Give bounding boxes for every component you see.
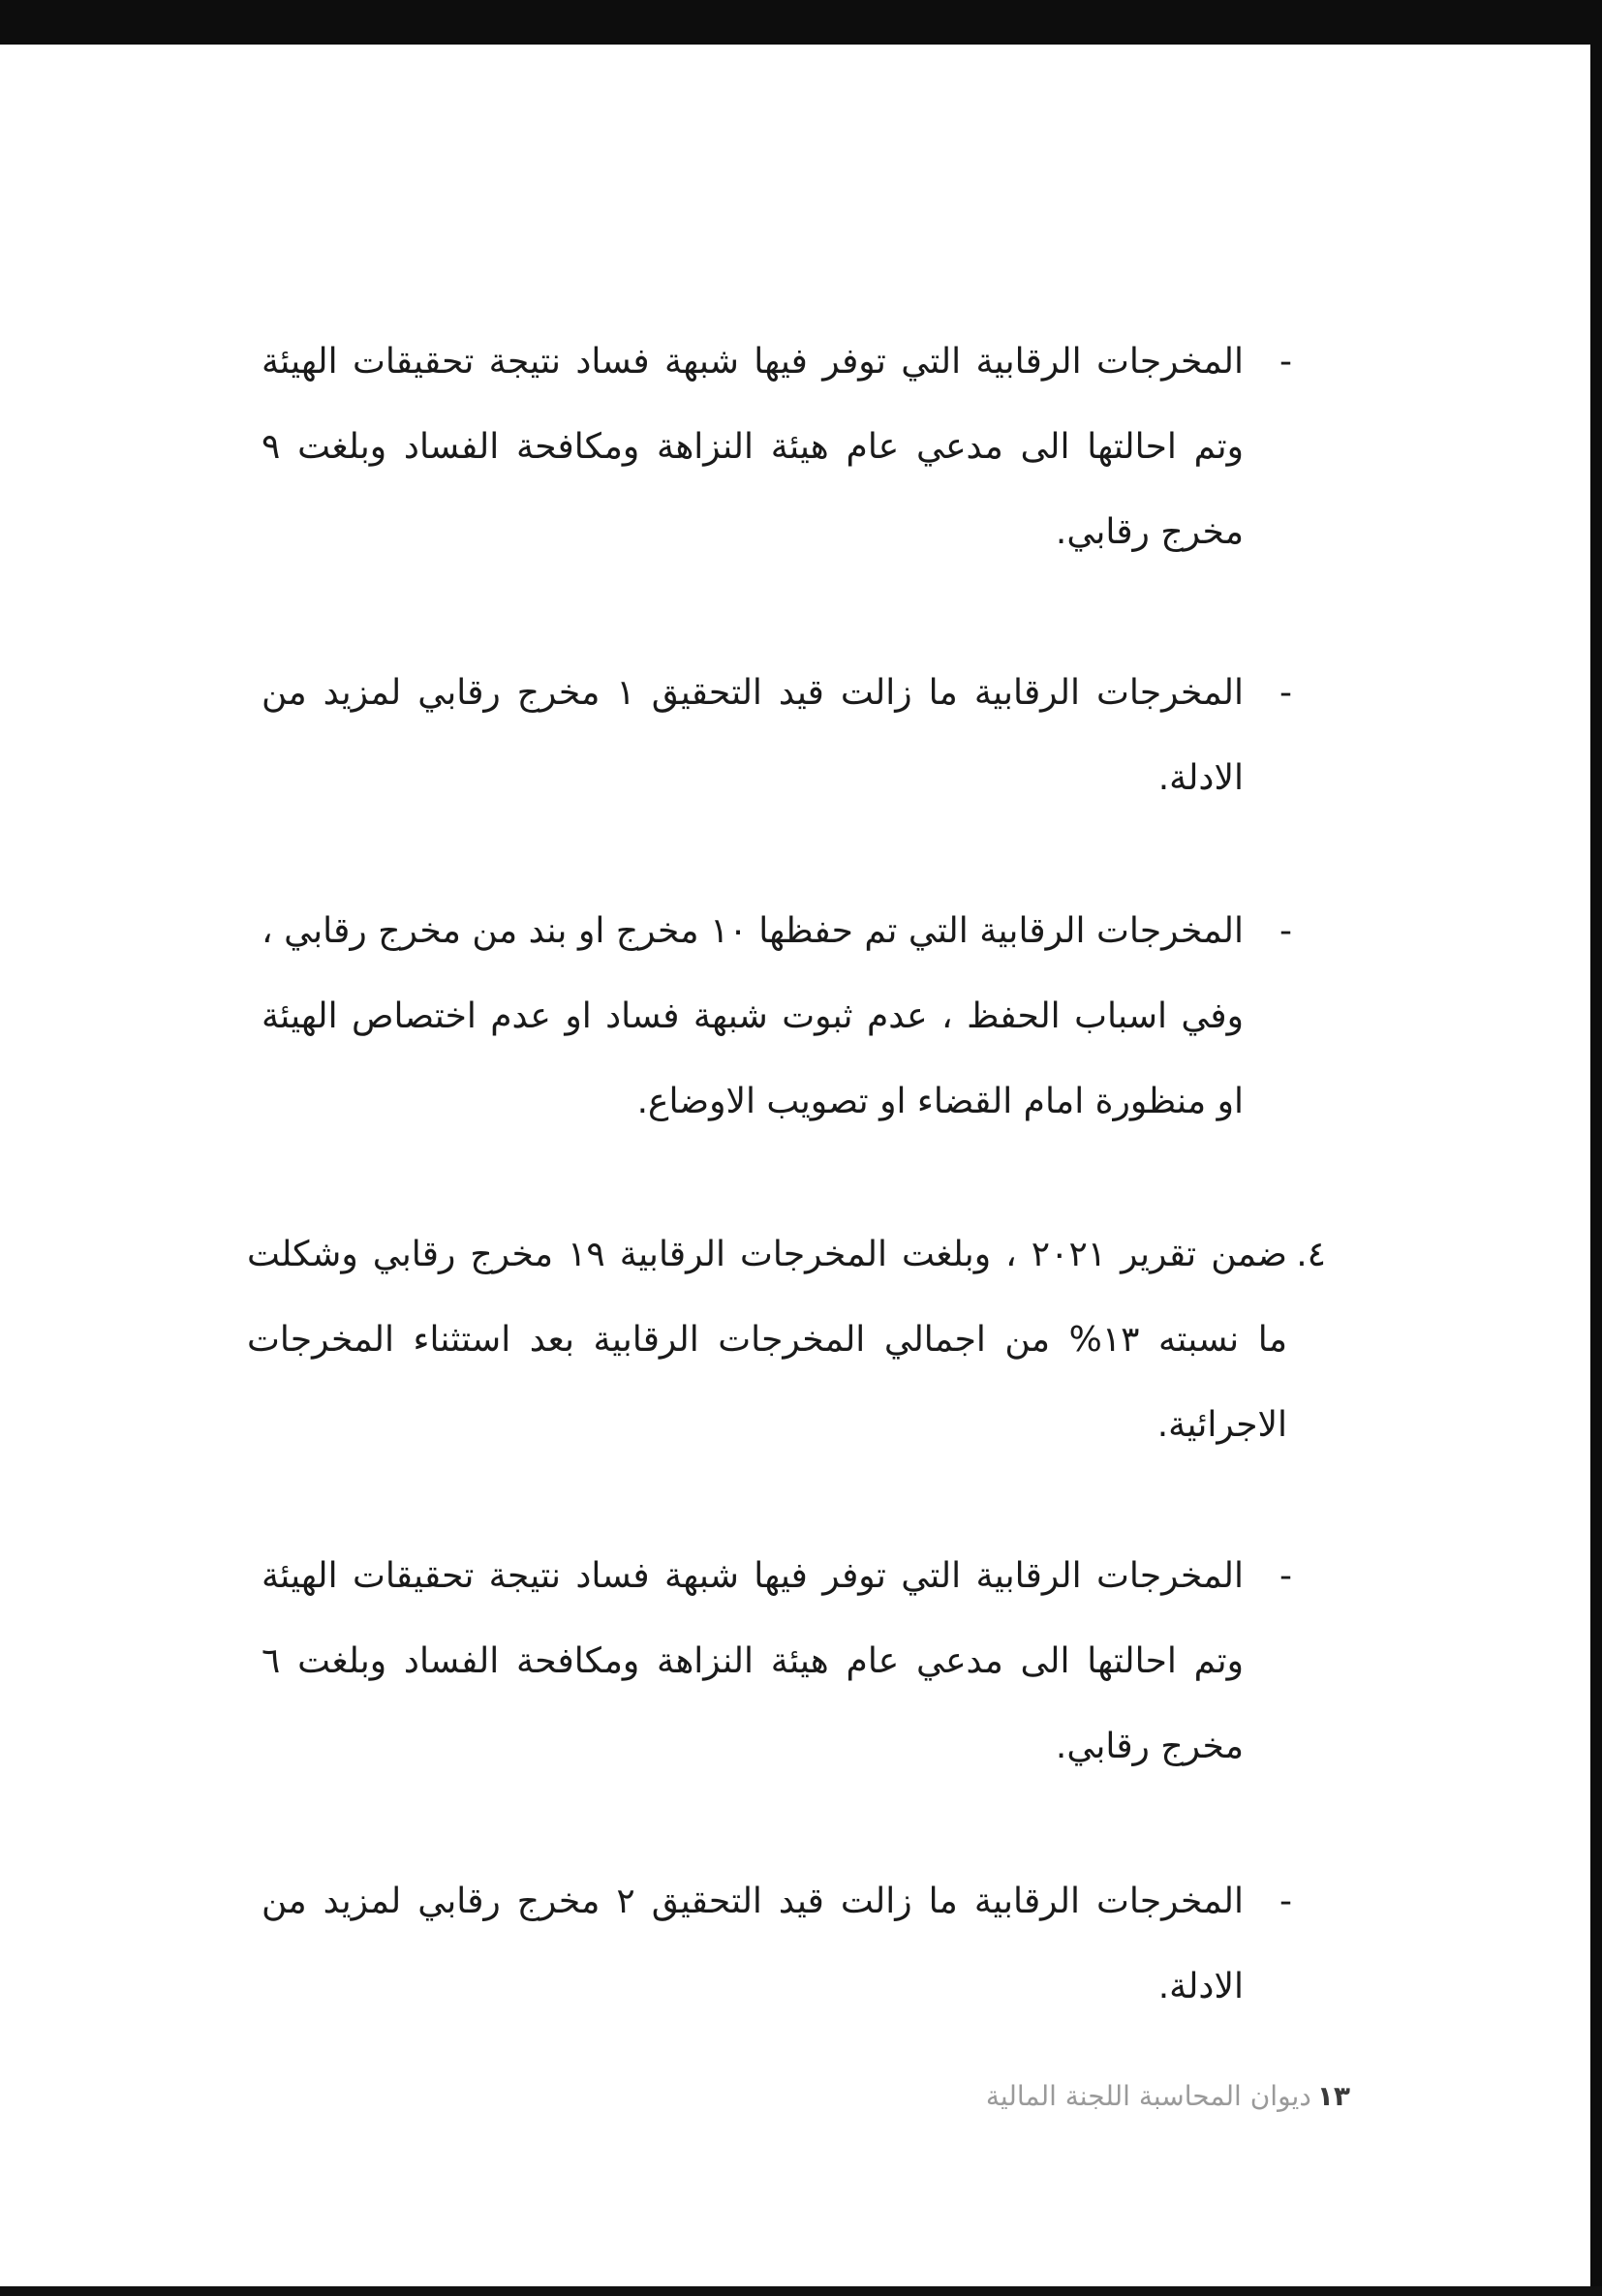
bullet-text: المخرجات الرقابية ما زالت قيد التحقيق ١ مخرج رقابي لمزيد من الادلة. — [262, 673, 1244, 798]
bullet-item — [262, 1859, 1292, 2030]
bullet-item — [262, 651, 1292, 821]
page-number: ١٣ — [1316, 2080, 1350, 2112]
bullet-item — [262, 1534, 1292, 1790]
bullet-item — [262, 889, 1292, 1145]
bullet-text: المخرجات الرقابية ما زالت قيد التحقيق ٢ مخرج رقابي لمزيد من الادلة. — [262, 1882, 1244, 2006]
bullet-dash: - — [1279, 1882, 1292, 1921]
bullet-text: المخرجات الرقابية التي تم حفظها ١٠ مخرج او بند من مخرج رقابي ، وفي اسباب الحفظ ، عدم ثبوت شبهة فساد او عدم اختصاص الهيئة او منظورة امام القضاء او تصويب الاوضاع. — [262, 911, 1244, 1121]
bullet-text: المخرجات الرقابية التي توفر فيها شبهة فساد نتيجة تحقيقات الهيئة وتم احالتها الى مدعي عام هيئة النزاهة ومكافحة الفساد وبلغت ٦ مخرج رقابي. — [262, 1556, 1244, 1766]
bullet-dash: - — [1279, 911, 1292, 951]
bullet-dash: - — [1279, 673, 1292, 713]
item-number: ٤. — [1296, 1235, 1326, 1274]
page-footer — [986, 2080, 1350, 2112]
scan-top-border — [0, 0, 1602, 45]
bullet-dash: - — [1279, 1556, 1292, 1596]
scan-right-border — [1590, 0, 1602, 2296]
bullet-dash: - — [1279, 342, 1292, 382]
bullet-text: المخرجات الرقابية التي توفر فيها شبهة فساد نتيجة تحقيقات الهيئة وتم احالتها الى مدعي عام هيئة النزاهة ومكافحة الفساد وبلغت ٩ مخرج رقابي. — [262, 342, 1244, 552]
numbered-item — [247, 1212, 1326, 1468]
scan-bottom-border — [0, 2286, 1602, 2296]
bullet-item — [262, 320, 1292, 575]
footer-text: ديوان المحاسبة اللجنة المالية — [985, 2080, 1311, 2112]
numbered-text: ضمن تقرير ٢٠٢١ ، وبلغت المخرجات الرقابية ١٩ مخرج رقابي وشكلت ما نسبته ١٣% من اجمالي المخرجات الرقابية بعد استثناء المخرجات الاجرائية. — [247, 1235, 1287, 1445]
